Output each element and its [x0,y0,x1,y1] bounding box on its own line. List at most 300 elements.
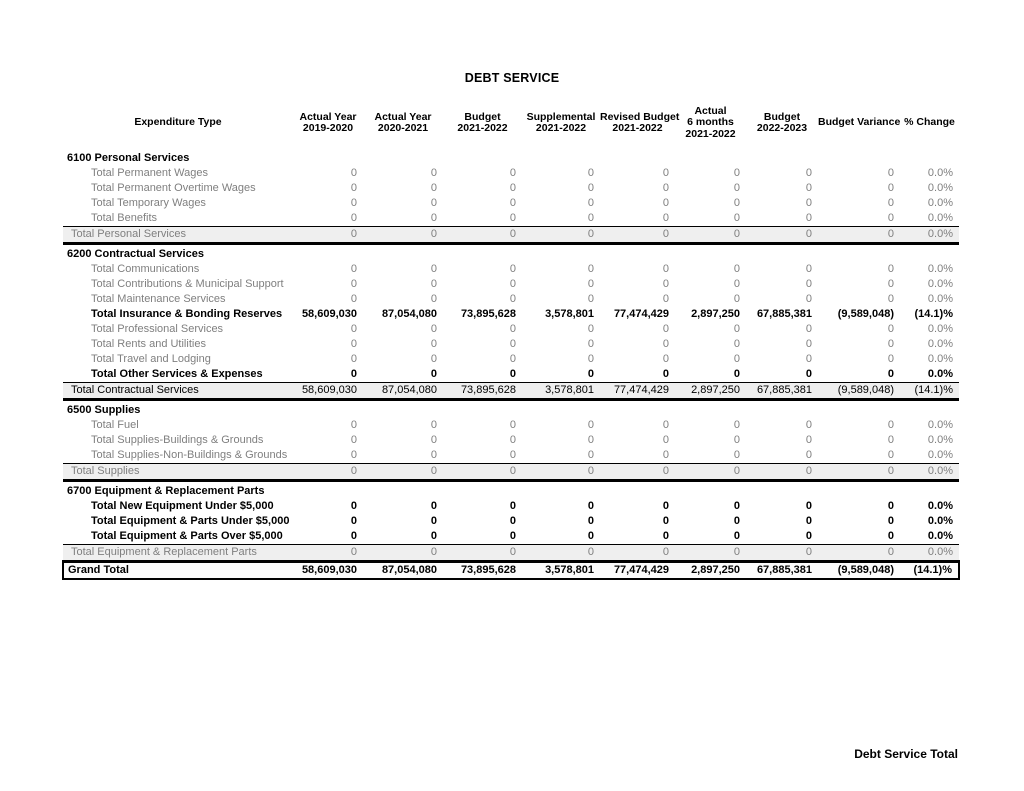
row-value: 0 [430,278,437,290]
row-value: 0 [509,530,516,542]
row-value: 0 [522,545,600,562]
row-value: 0 [509,515,516,527]
row-value: 0 [887,353,894,365]
row-value: 3,578,801 [545,308,594,320]
expenditure-type-header: Expenditure Type [134,116,222,129]
table-row [63,166,959,181]
row-value [363,400,443,419]
row-value: 0 [430,500,437,512]
table-row [63,499,959,514]
row-value: 0 [733,368,740,380]
row-value: 0 [662,434,669,446]
row-value: 0 [662,515,669,527]
row-value: 0 [350,434,357,446]
row-value: 0 [662,530,669,542]
budget-table-body [63,149,959,579]
column-header: Actual 6 months 2021-2022 [685,104,736,140]
row-value [293,149,363,166]
row-value: 0 [587,182,594,194]
row-value: 0 [509,167,516,179]
row-value: 0 [805,212,812,224]
row-value: 0 [887,338,894,350]
row-value: 0 [887,263,894,275]
row-value: 0 [600,545,675,562]
row-value [746,244,818,263]
row-value: 0 [350,197,357,209]
row-value: 0 [675,545,746,562]
row-value: 0 [587,515,594,527]
row-label: Total Maintenance Services [91,293,226,305]
row-value: 0 [587,263,594,275]
column-header: Actual Year 2020-2021 [374,110,432,134]
row-value: 0 [430,197,437,209]
row-value [363,149,443,166]
row-value [443,400,522,419]
table-row [63,307,959,322]
row-value: 0 [587,500,594,512]
row-value: 0 [805,182,812,194]
row-value: (14.1)% [900,383,959,400]
table-row [63,562,959,580]
row-value [443,244,522,263]
row-value: 0 [509,353,516,365]
footer-total-label: Debt Service Total [854,747,958,761]
row-value: 0.0% [927,197,953,209]
row-value [818,149,900,166]
table-row [63,448,959,464]
row-value: 0 [430,353,437,365]
row-value: 0 [805,197,812,209]
row-label: Total Supplies [63,464,293,481]
row-value: 67,885,381 [746,562,818,580]
row-value [818,244,900,263]
row-value: 0 [350,167,357,179]
row-value: 0 [887,197,894,209]
row-value: 0 [662,197,669,209]
row-value: 77,474,429 [613,308,669,320]
row-value [600,149,675,166]
row-value: 0 [805,434,812,446]
row-label: 6200 Contractual Services [67,248,204,260]
row-label: Total Contractual Services [63,383,293,400]
row-value: 0 [587,212,594,224]
row-value: 0 [522,464,600,481]
row-value: (14.1)% [914,308,953,320]
row-value: 0 [430,449,437,461]
row-label: Total Supplies-Buildings & Grounds [91,434,264,446]
row-value: 0 [587,449,594,461]
row-value [675,149,746,166]
row-label: Total Professional Services [91,323,224,335]
row-label: Total Equipment & Replacement Parts [63,545,293,562]
row-value: 0 [293,545,363,562]
row-value [746,481,818,500]
row-value: 0 [430,419,437,431]
column-header: Budget 2022-2023 [756,110,808,134]
row-label: Total Equipment & Parts Under $5,000 [91,515,290,527]
row-value: 0 [733,530,740,542]
row-value: 0 [805,353,812,365]
row-value: 0 [587,338,594,350]
row-value: 0 [733,434,740,446]
row-value: 0 [662,293,669,305]
row-value: 0.0% [927,515,953,527]
row-value: 0 [509,278,516,290]
row-value: 0 [887,434,894,446]
row-value: 3,578,801 [522,562,600,580]
row-value: 0 [363,464,443,481]
row-value [600,400,675,419]
row-value: 0 [887,368,894,380]
row-value: 0 [587,293,594,305]
row-value: 0 [587,434,594,446]
row-value: 0.0% [900,227,959,244]
row-value: 87,054,080 [363,562,443,580]
row-value: 67,885,381 [756,308,812,320]
column-header: % Change [904,116,955,129]
row-value: 0.0% [927,182,953,194]
row-value: 0 [746,464,818,481]
row-value: 0 [805,368,812,380]
row-value: 0 [662,353,669,365]
row-value: 0 [805,278,812,290]
table-row [63,337,959,352]
row-value: 0.0% [900,464,959,481]
row-label: Total Equipment & Parts Over $5,000 [91,530,283,542]
table-row [63,529,959,545]
row-value: 0 [430,515,437,527]
table-row [63,352,959,367]
row-value: 0 [818,227,900,244]
row-value: 0 [662,338,669,350]
row-value: 0 [662,182,669,194]
row-value [900,244,959,263]
row-value: 2,897,250 [691,308,740,320]
row-value: 0 [662,323,669,335]
row-label: 6500 Supplies [67,404,141,416]
row-value: 2,897,250 [675,383,746,400]
column-header: Supplemental 2021-2022 [526,110,596,134]
row-label: Total Insurance & Bonding Reserves [91,308,283,320]
row-value: 0 [887,293,894,305]
row-value: 0 [509,434,516,446]
budget-table [62,103,960,580]
row-value: 0.0% [927,323,953,335]
table-row [63,181,959,196]
row-value: 0 [587,368,594,380]
row-value [363,244,443,263]
row-value [818,400,900,419]
row-value: 0 [675,227,746,244]
row-label: Total Contributions & Municipal Support [91,278,284,290]
row-value: 0 [733,197,740,209]
row-label: Total Travel and Lodging [91,353,211,365]
row-value: 0 [509,293,516,305]
row-value [675,244,746,263]
row-value: 0 [293,227,363,244]
row-value: 0 [350,515,357,527]
row-value: 0 [887,449,894,461]
row-value: 0 [509,449,516,461]
row-value: 0 [509,419,516,431]
row-value: 0 [746,545,818,562]
row-value: 0 [733,449,740,461]
row-value: 0 [733,515,740,527]
row-value: 73,895,628 [443,383,522,400]
row-value: (9,589,048) [837,308,894,320]
row-value: 0 [587,419,594,431]
table-row [63,433,959,448]
row-value: 0.0% [927,449,953,461]
row-value: 0 [430,323,437,335]
table-row [63,262,959,277]
row-value: 0 [805,515,812,527]
row-value: 0 [350,368,357,380]
row-value: 0.0% [927,167,953,179]
row-value: 0 [443,227,522,244]
column-header: Budget Variance [818,116,901,129]
row-value: 0 [430,530,437,542]
row-value: 0 [363,545,443,562]
row-value: 0.0% [927,212,953,224]
column-header: Actual Year 2019-2020 [299,110,357,134]
row-label: Total Other Services & Expenses [91,368,263,380]
row-value: 0 [805,338,812,350]
row-value: 0 [733,323,740,335]
row-value: 0 [662,449,669,461]
row-value: 0 [746,227,818,244]
row-value: 0 [350,449,357,461]
row-label: Total Supplies-Non-Buildings & Grounds [91,449,288,461]
row-value: 58,609,030 [293,562,363,580]
row-value: 0 [430,212,437,224]
page-title: DEBT SERVICE [464,71,560,85]
row-value: 0 [887,515,894,527]
row-value: 0.0% [927,263,953,275]
table-row [63,292,959,307]
row-value: 73,895,628 [443,562,522,580]
row-value: 0 [350,500,357,512]
row-value: 0 [430,368,437,380]
row-value: 0 [818,545,900,562]
row-value: 0.0% [927,368,953,380]
row-value: 0 [887,323,894,335]
row-value [522,400,600,419]
row-value: 0 [293,464,363,481]
row-value: 0 [733,338,740,350]
row-value: 0 [350,278,357,290]
row-value: 0 [887,530,894,542]
row-value: 0 [509,263,516,275]
row-label: Total Rents and Utilities [91,338,206,350]
row-value: 0 [805,530,812,542]
row-value [522,149,600,166]
row-value: 0 [443,464,522,481]
row-value: 0 [887,182,894,194]
row-label: 6700 Equipment & Replacement Parts [67,485,265,497]
row-value: 0.0% [927,293,953,305]
row-value: 0.0% [927,278,953,290]
row-value: 0 [733,353,740,365]
row-value: 0 [509,500,516,512]
row-value: 0 [733,263,740,275]
table-row [63,464,959,481]
row-value: 0 [430,338,437,350]
row-value: 0 [733,182,740,194]
row-value: (14.1)% [900,562,959,580]
table-row [63,383,959,400]
row-value: 0 [509,182,516,194]
row-value [443,149,522,166]
row-value [293,481,363,500]
row-value: 2,897,250 [675,562,746,580]
row-value: (9,589,048) [818,562,900,580]
row-value: 0 [430,263,437,275]
row-value: 0 [350,530,357,542]
row-value: 0 [509,338,516,350]
row-label: Total New Equipment Under $5,000 [91,500,274,512]
table-row [63,211,959,227]
row-value: 0.0% [900,545,959,562]
row-value [522,244,600,263]
row-value: 0 [662,212,669,224]
row-value [900,149,959,166]
row-value: 0 [805,419,812,431]
row-label: Total Communications [91,263,200,275]
row-value: 0.0% [927,500,953,512]
row-value: 0 [805,293,812,305]
row-value [900,400,959,419]
row-value: 0 [733,278,740,290]
row-value [675,481,746,500]
row-value: 0.0% [927,353,953,365]
row-value [363,481,443,500]
row-value: 0 [350,182,357,194]
row-value: 0.0% [927,434,953,446]
row-value: 0 [587,278,594,290]
header-row [63,103,959,149]
row-label: Total Benefits [91,212,158,224]
row-value: 0 [887,500,894,512]
row-value: (9,589,048) [818,383,900,400]
row-value [522,481,600,500]
table-row [63,322,959,337]
row-value: 0 [509,197,516,209]
row-value: 0.0% [927,338,953,350]
table-row [63,277,959,292]
row-value: 73,895,628 [460,308,516,320]
row-value [818,481,900,500]
row-label: Total Permanent Wages [91,167,208,179]
row-value: 0 [350,212,357,224]
row-value: 0 [662,500,669,512]
row-value: 0 [600,227,675,244]
row-value [443,481,522,500]
row-value: 0 [733,419,740,431]
row-value: 58,609,030 [293,383,363,400]
row-value: 0 [805,263,812,275]
row-value [293,400,363,419]
row-value: 0 [733,500,740,512]
row-value: 0 [662,368,669,380]
row-value: 0 [350,293,357,305]
row-value: 0 [662,419,669,431]
table-row [63,149,959,166]
table-row [63,367,959,383]
row-value [746,149,818,166]
row-value: 0 [430,293,437,305]
table-row [63,196,959,211]
row-value: 0 [662,263,669,275]
row-value: 0.0% [927,530,953,542]
row-label: Grand Total [63,562,293,580]
table-row [63,227,959,244]
row-value: 0 [587,167,594,179]
table-row [63,244,959,263]
row-value: 0 [733,167,740,179]
table-row [63,514,959,529]
row-value: 58,609,030 [301,308,357,320]
row-label: 6100 Personal Services [67,152,190,164]
row-value: 0 [887,419,894,431]
row-label: Total Fuel [91,419,139,431]
row-value: 0 [887,278,894,290]
row-value: 0 [350,353,357,365]
row-value: 0 [509,368,516,380]
row-value: 0 [363,227,443,244]
row-value: 0 [600,464,675,481]
row-value: 0 [443,545,522,562]
row-value: 0 [587,530,594,542]
row-value: 0 [805,500,812,512]
row-value: 77,474,429 [600,562,675,580]
table-row [63,481,959,500]
row-value [293,244,363,263]
budget-table-header [63,103,959,149]
row-value: 0 [430,182,437,194]
row-value: 0 [818,464,900,481]
row-value: 0 [350,323,357,335]
row-value [600,244,675,263]
row-value: 0 [587,197,594,209]
row-value: 0 [675,464,746,481]
row-value: 0 [662,278,669,290]
row-value: 0 [733,212,740,224]
row-value: 0 [430,167,437,179]
row-label: Total Personal Services [63,227,293,244]
row-value: 0 [350,263,357,275]
row-value: 0 [587,323,594,335]
row-value: 67,885,381 [746,383,818,400]
row-value [600,481,675,500]
row-value [746,400,818,419]
column-header: Revised Budget 2021-2022 [600,110,680,134]
row-value: 0 [733,293,740,305]
budget-table-container [62,103,958,580]
row-value: 77,474,429 [600,383,675,400]
row-label: Total Permanent Overtime Wages [91,182,256,194]
row-value: 0 [805,167,812,179]
row-value: 0 [509,323,516,335]
column-header: Budget 2021-2022 [457,110,508,134]
row-value: 0 [350,338,357,350]
row-value: 3,578,801 [522,383,600,400]
row-value: 0 [805,449,812,461]
row-value: 0 [887,167,894,179]
row-value: 0 [350,419,357,431]
row-value: 0 [509,212,516,224]
row-value: 87,054,080 [363,383,443,400]
